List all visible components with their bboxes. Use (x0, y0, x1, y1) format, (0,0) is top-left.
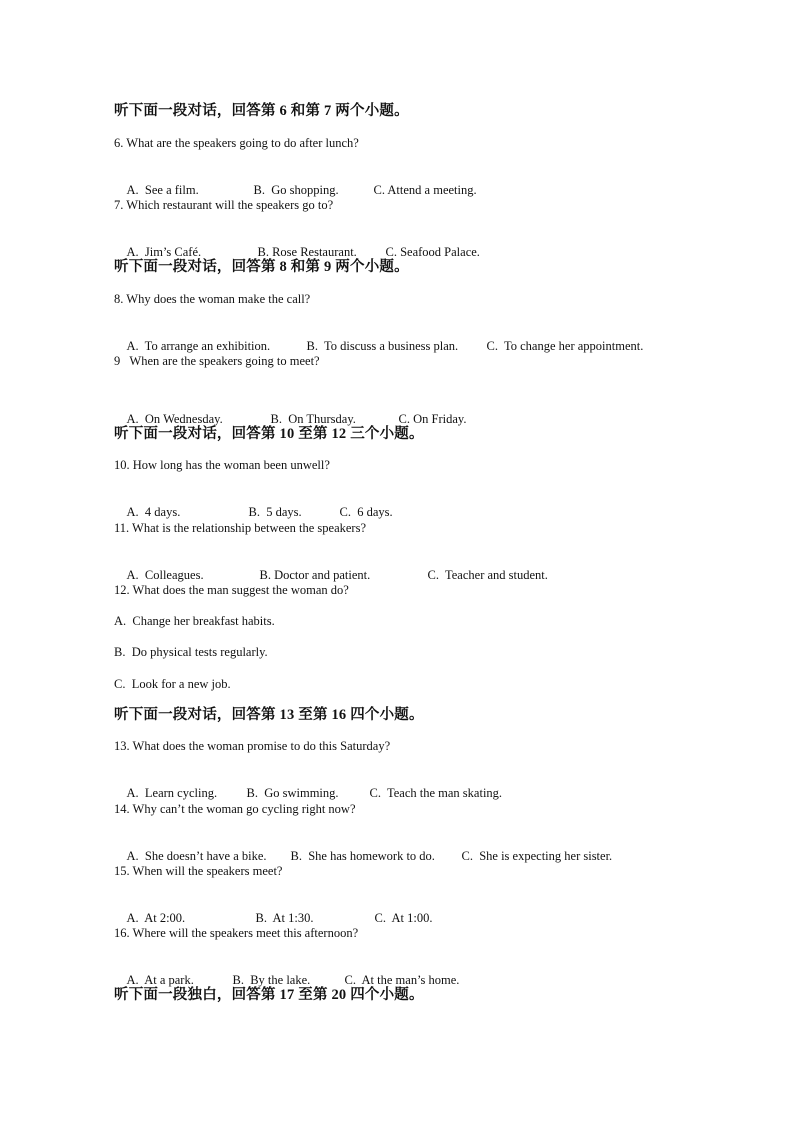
option-c: C. Look for a new job. (114, 677, 231, 691)
section-header: 听下面一段对话，回答第 6 和第 7 两个小题。 (114, 103, 409, 119)
option-a: A. Change her breakfast habits. (114, 614, 275, 628)
question-text: 8. Why does the woman make the call? (114, 292, 311, 306)
option-c: C. She is expecting her sister. (461, 849, 613, 863)
option-a: A. At 2:00. (126, 911, 186, 925)
option-b: B. She has homework to do. (290, 849, 435, 863)
option-a: A. On Wednesday. (126, 412, 223, 426)
option-a: A. She doesn’t have a bike. (126, 849, 267, 863)
section-header: 听下面一段对话，回答第 10 至第 12 三个小题。 (114, 426, 424, 442)
option-c: C. Teach the man skating. (369, 786, 503, 800)
section-header: 听下面一段对话，回答第 13 至第 16 四个小题。 (114, 707, 424, 723)
section-header: 听下面一段独白，回答第 17 至第 20 四个小题。 (114, 987, 424, 1003)
option-c: C. Attend a meeting. (373, 183, 477, 197)
option-b: B. Do physical tests regularly. (114, 645, 268, 659)
option-c: C. 6 days. (339, 505, 393, 519)
option-c: C. On Friday. (398, 412, 467, 426)
question-text: 6. What are the speakers going to do after lunch? (114, 136, 359, 150)
option-a: A. See a film. (126, 183, 199, 197)
question-text: 7. Which restaurant will the speakers go to? (114, 198, 334, 212)
option-c: C. Seafood Palace. (385, 245, 480, 259)
option-c: C. At the man’s home. (344, 973, 460, 987)
option-b: B. At 1:30. (255, 911, 314, 925)
option-b: B. Go shopping. (253, 183, 339, 197)
question-text: 9 When are the speakers going to meet? (114, 354, 320, 368)
option-c: C. Teacher and student. (427, 568, 548, 582)
question-text: 15. When will the speakers meet? (114, 864, 283, 878)
option-a: A. At a park. (126, 973, 194, 987)
question-text: 13. What does the woman promise to do this Saturday? (114, 739, 391, 753)
option-a: A. Learn cycling. (126, 786, 218, 800)
option-b: B. Rose Restaurant. (257, 245, 357, 259)
option-b: B. Doctor and patient. (259, 568, 371, 582)
option-c: C. To change her appointment. (486, 339, 644, 353)
question-text: 12. What does the man suggest the woman do? (114, 583, 349, 597)
option-c: C. At 1:00. (374, 911, 433, 925)
option-a: A. 4 days. (126, 505, 181, 519)
option-b: B. Go swimming. (246, 786, 339, 800)
option-b: B. On Thursday. (270, 412, 356, 426)
section-header: 听下面一段对话，回答第 8 和第 9 两个小题。 (114, 259, 409, 275)
option-b: B. By the lake. (232, 973, 311, 987)
question-text: 16. Where will the speakers meet this afternoon? (114, 926, 359, 940)
option-a: A. Jim’s Café. (126, 245, 202, 259)
question-text: 14. Why can’t the woman go cycling right now? (114, 802, 356, 816)
option-b: B. 5 days. (248, 505, 302, 519)
question-text: 11. What is the relationship between the speakers? (114, 521, 367, 535)
option-a: A. To arrange an exhibition. (126, 339, 271, 353)
question-text: 10. How long has the woman been unwell? (114, 458, 330, 472)
option-a: A. Colleagues. (126, 568, 204, 582)
option-b: B. To discuss a business plan. (306, 339, 459, 353)
